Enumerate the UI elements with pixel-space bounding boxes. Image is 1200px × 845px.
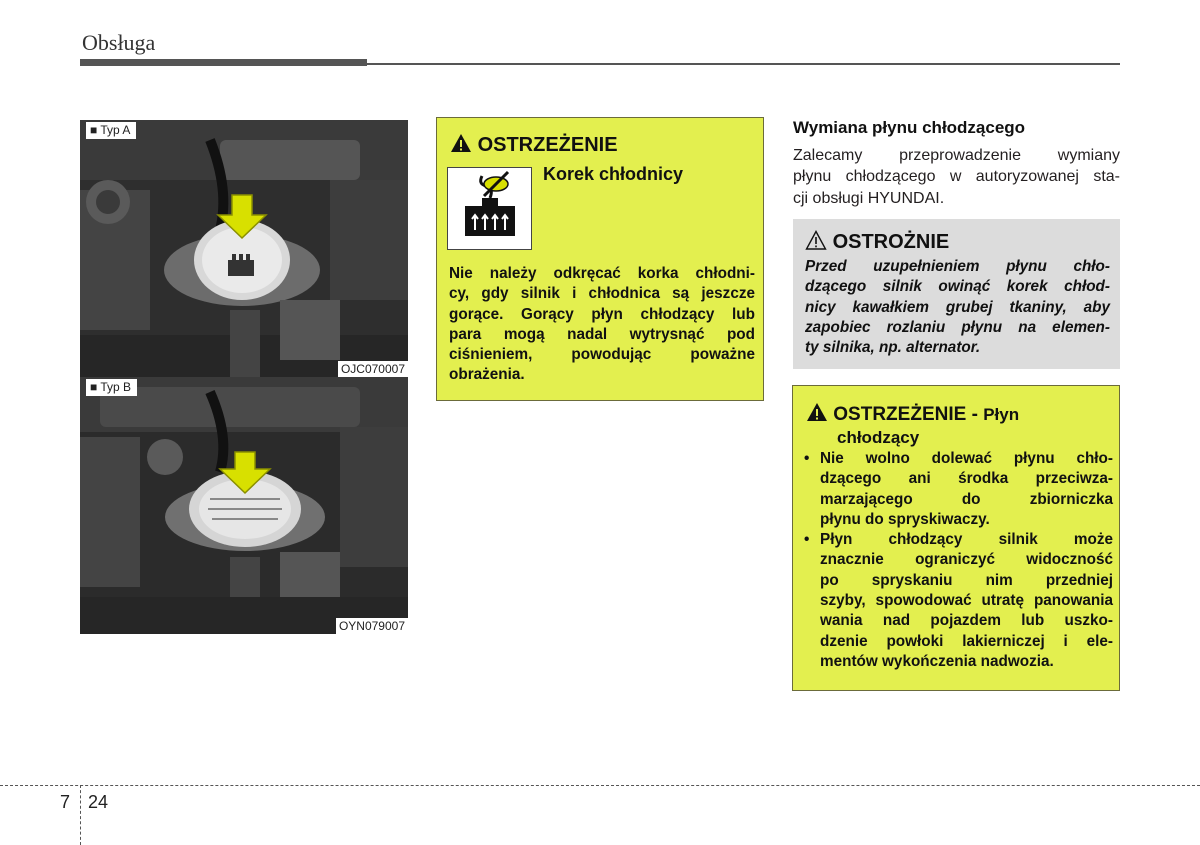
figure-code: OJC070007	[338, 361, 408, 377]
figure-code: OYN079007	[336, 618, 408, 634]
warning-heading: OSTRZEŻENIE	[450, 133, 618, 157]
warning-triangle-icon	[450, 133, 472, 153]
figure-tag: ■ Typ A	[86, 122, 136, 139]
figure-tag: ■ Typ B	[86, 379, 137, 396]
warning-coolant-list	[803, 449, 1113, 672]
header-rule	[367, 63, 1120, 65]
list-item: • Płyn chłodzący silnik może znacznie ograniczyć widoczność po spryskaniu nim przedniej szyby, spowodować utratę panowania wania nad pojazdem lub uszko- dzenie powłoki lakierniczej i ele- mentów wykończenia nadwozia.	[803, 530, 1113, 672]
header-bar	[80, 59, 367, 66]
list-item: • Nie wolno dolewać płynu chło- dzącego ani środka przeciwza- marzającego do zbiorniczka płynu do spryskiwaczy.	[803, 449, 1113, 530]
caution-heading: OSTROŻNIE	[805, 230, 949, 254]
footer-rule	[0, 785, 1200, 786]
figure-typ-b	[80, 377, 408, 634]
warning-heading: OSTRZEŻENIE - Płyn chłodzący	[806, 402, 1019, 449]
warning-triangle-icon	[806, 402, 828, 422]
page-section-title: Obsługa	[82, 30, 156, 55]
warning-radiator-text: Nie należy odkręcać korka chłodni- cy, gdy silnik i chłodnica są jeszcze gorące. Gorący płyn chłodzący lub para mogą nadal wytrysnąć pod ciśnieniem, powodując poważne obrażenia.	[449, 265, 755, 384]
caution-box	[793, 219, 1120, 369]
caution-text: Przed uzupełnieniem płynu chło- dzącego silnik owinąć korek chłod- nicy kawałkiem grubej tkaniny, aby zapobiec rozlaniu płynu na elemen- ty silnika, np. alternator.	[805, 258, 1110, 357]
warning-coolant-box	[792, 385, 1120, 691]
engine-radiator-cap-photo-b	[80, 377, 408, 634]
figure-typ-a	[80, 120, 408, 377]
footer-divider	[80, 785, 81, 845]
warning-subtitle: Korek chłodnicy	[543, 164, 684, 184]
page-number: 24	[88, 792, 109, 812]
coolant-change-text: Zalecamy przeprowadzenie wymiany płynu chłodzącego w autoryzowanej sta- cji obsługi HYUNDAI.	[793, 147, 1120, 207]
radiator-cap-warning-icon	[447, 167, 532, 250]
coolant-change-title: Wymiana płynu chłodzącego	[793, 118, 1026, 137]
chapter-number: 7	[60, 792, 71, 812]
caution-triangle-icon	[805, 230, 827, 250]
warning-radiator-cap-box	[436, 117, 764, 401]
engine-radiator-cap-photo-a	[80, 120, 408, 377]
